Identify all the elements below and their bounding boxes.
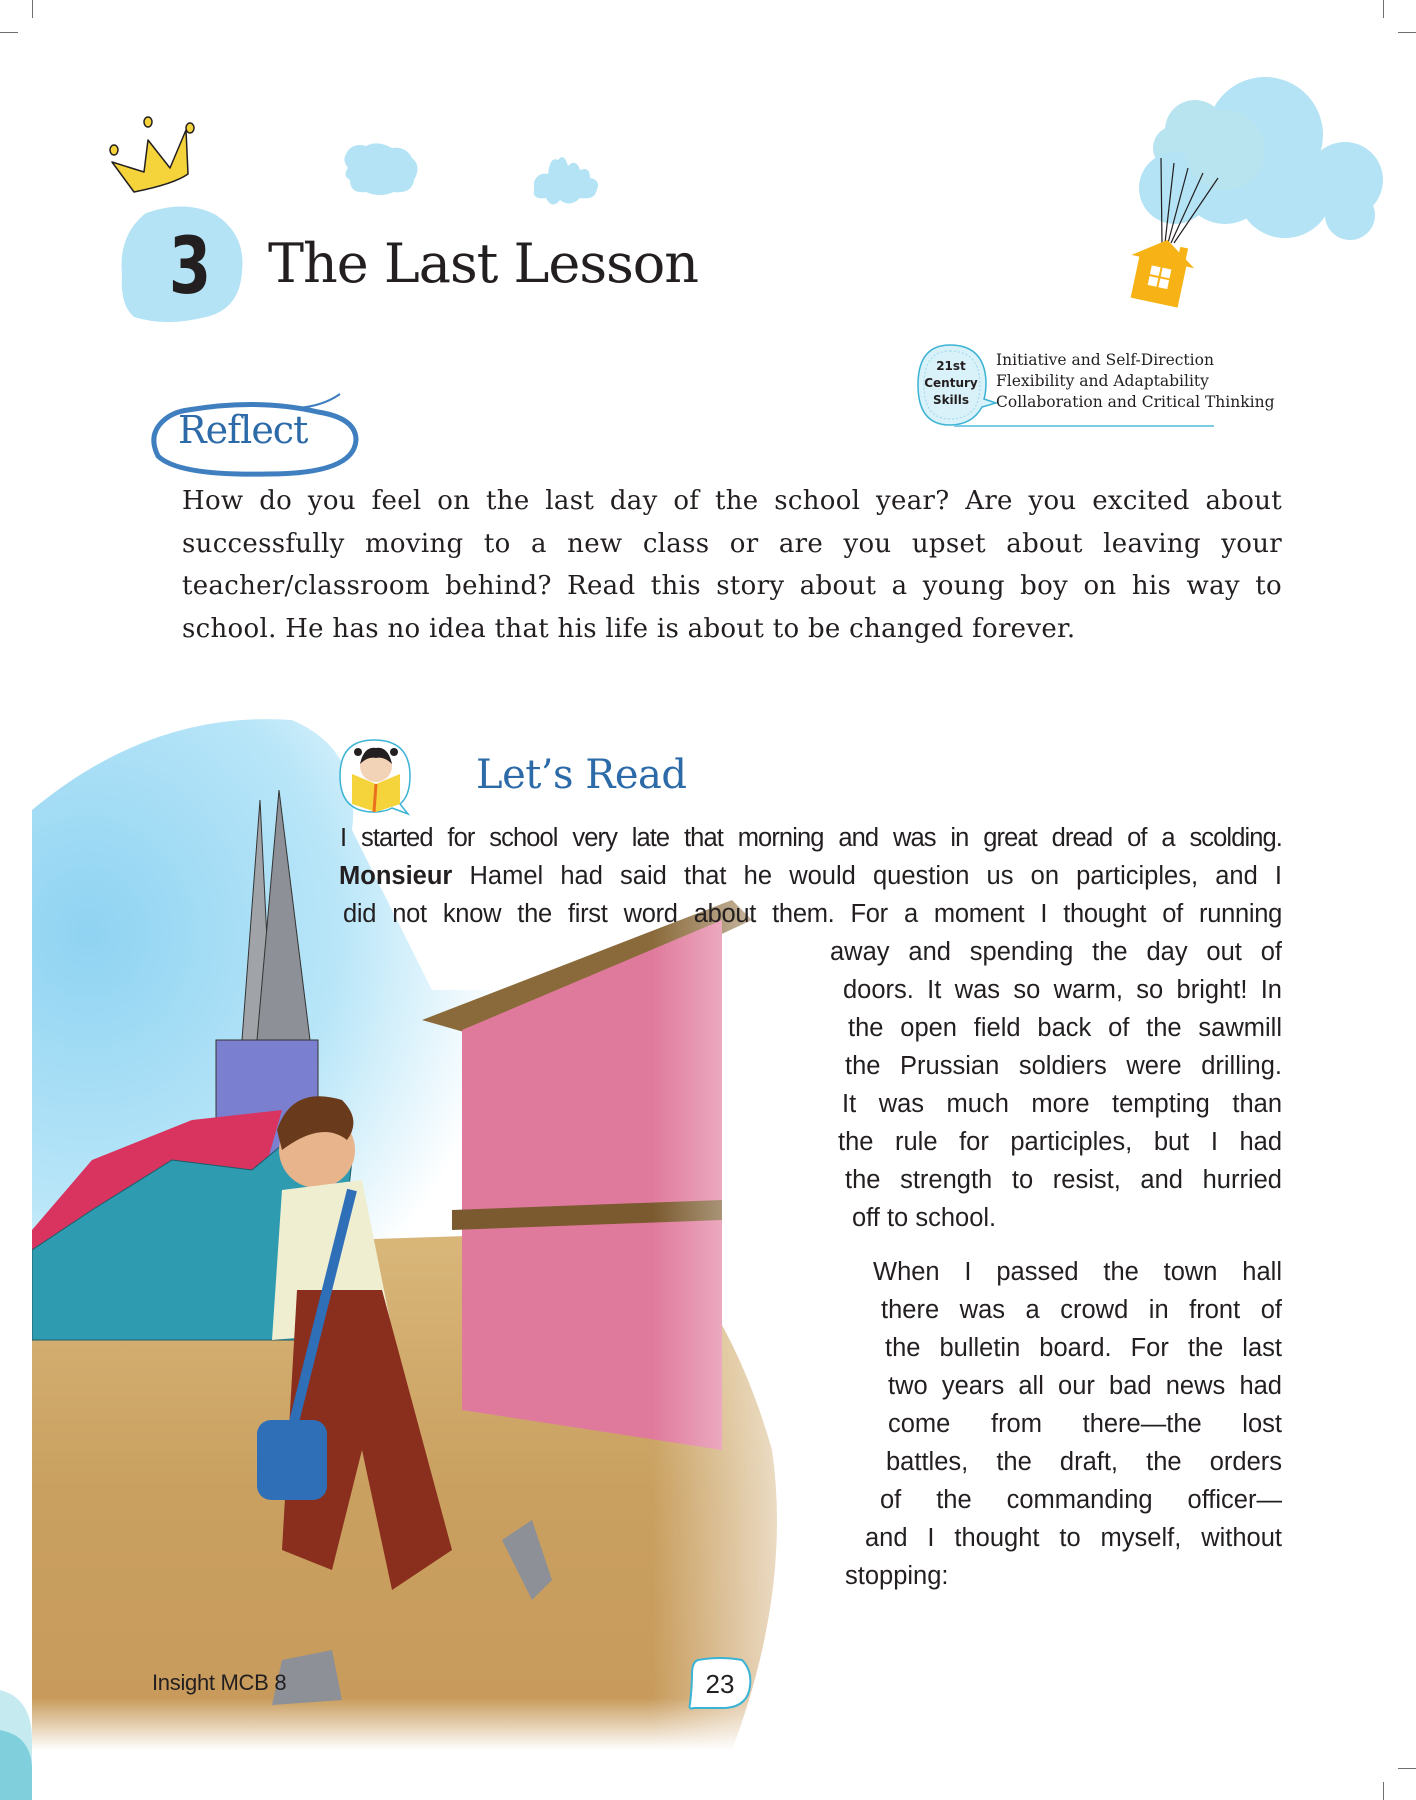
balloon-house-cloud-illustration [1115, 70, 1390, 315]
page-number: 23 [705, 1669, 735, 1699]
crop-mark [1398, 1768, 1416, 1769]
reading-girl-icon [334, 734, 418, 818]
story-line: there was a crowd in front of [881, 1296, 1282, 1324]
crop-mark [0, 32, 18, 33]
skill-item: Initiative and Self-Direction [996, 351, 1214, 369]
story-line: When I passed the town hall [873, 1258, 1282, 1286]
story-line: the strength to resist, and hurried [845, 1166, 1282, 1194]
story-line: come from there—the lost [888, 1410, 1282, 1438]
story-line: doors. It was so warm, so bright! In [843, 976, 1282, 1004]
cloud-icon [342, 140, 422, 198]
story-line: did not know the first word about them. For a moment I thought of running [343, 900, 1282, 928]
story-line: off to school. [852, 1204, 997, 1232]
story-line: battles, the draft, the orders [886, 1448, 1282, 1476]
story-line [339, 859, 1282, 893]
crop-mark [32, 0, 33, 18]
skill-item: Collaboration and Critical Thinking [996, 393, 1275, 411]
reflect-paragraph: How do you feel on the last day of the school year? Are you excited about successfully moving to a new class or are you upset about leaving your teacher/classroom behind? Read this story about a young boy on his way to school. He has no idea that his life is about to be changed forever. [182, 486, 1282, 644]
reflect-heading: Reflect [178, 408, 308, 452]
crop-mark [1383, 0, 1384, 18]
page-tab-decoration [0, 1690, 32, 1800]
story-line: two years all our bad news had [888, 1372, 1282, 1400]
century-skills-badge-label [922, 358, 980, 409]
crown-icon [104, 112, 200, 200]
badge-line: 21st [936, 359, 966, 373]
chapter-title: The Last Lesson [268, 232, 699, 295]
cloud-icon [530, 150, 602, 214]
story-line: away and spending the day out of [830, 938, 1282, 966]
story-line: of the commanding officer— [880, 1486, 1282, 1514]
story-line: the rule for participles, but I had [838, 1128, 1282, 1156]
story-line: the open field back of the sawmill [848, 1014, 1282, 1042]
story-line: and I thought to myself, without [865, 1524, 1282, 1552]
story-line-text: Hamel had said that he would question us on participles, and I [452, 862, 1282, 890]
story-line: the bulletin board. For the last [885, 1334, 1282, 1362]
crop-mark [1383, 1782, 1384, 1800]
crop-mark [1398, 32, 1416, 33]
story-line: the Prussian soldiers were drilling. [845, 1052, 1282, 1080]
lets-read-heading: Let’s Read [476, 752, 687, 798]
badge-line: Century [924, 376, 978, 390]
story-line: It was much more tempting than [842, 1090, 1282, 1118]
bold-term: Monsieur [339, 862, 453, 890]
chapter-number: 3 [168, 222, 212, 312]
skill-item: Flexibility and Adaptability [996, 372, 1209, 390]
book-name: Insight MCB 8 [152, 1670, 287, 1695]
story-line: stopping: [845, 1562, 949, 1590]
story-line: I started for school very late that morning and was in great dread of a scolding. [340, 824, 1282, 852]
badge-line: Skills [932, 393, 970, 407]
